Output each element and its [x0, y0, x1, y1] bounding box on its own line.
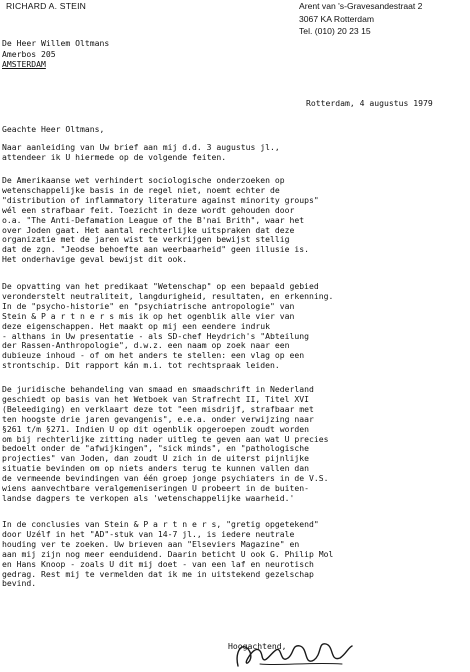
paragraph-line: organizatie met de jaren wist te verkrijgen bewijst stellig	[2, 234, 290, 245]
sender-address-block	[299, 0, 422, 38]
paragraph-line: attendeer ik U hiermede op de volgende feiten.	[2, 151, 227, 162]
paragraph-line: "distribution of inflammatory literature against minority groups"	[2, 194, 319, 205]
paragraph-line: over Joden gaat. Het aantal rechterlijke uitspraken dat deze	[2, 224, 295, 235]
paragraph-line: In de "psycho-historie" en "psychiatrische antropologie" van	[2, 300, 295, 311]
paragraph-line: om bij rechterlijke zitting nader uitleg te geven aan wat U precies	[2, 433, 329, 444]
paragraph-line: situatie bevinden om op niets anders terug te kunnen vallen dan	[2, 463, 309, 474]
sender-phone: Tel. (010) 20 23 15	[299, 26, 371, 36]
paragraph-1	[2, 143, 280, 163]
paragraph-line: geschiedt op basis van het Wetboek van Strafrecht II, Titel XVI	[2, 393, 309, 404]
salutation: Geachte Heer Oltmans,	[2, 124, 105, 134]
paragraph-line: De opvatting van het predikaat "Wetenschap" op een bepaald gebied	[2, 281, 319, 291]
paragraph-2	[2, 176, 319, 265]
recipient-street: Amerbos 205	[2, 48, 56, 59]
handwritten-signature	[230, 636, 355, 672]
paragraph-line: In de conclusies van Stein & P a r t n e r s, "gretig opgetekend"	[2, 519, 319, 529]
paragraph-line: bevind.	[2, 578, 37, 589]
paragraph-line: Naar aanleiding van Uw brief aan mij d.d. 3 augustus jl.,	[2, 142, 280, 152]
paragraph-line: de vermeende bevindingen van één groep jonge psychiaters in de V.S.	[2, 473, 329, 484]
paragraph-line: projecties" van Joden, dan zoudt U zich in de uiterst pijnlijke	[2, 453, 309, 464]
paragraph-line: landse dagpers te verkopen als 'wetenschappelijke waarheid.'	[2, 492, 295, 503]
paragraph-4	[2, 385, 328, 504]
paragraph-line: wél een strafbaar feit. Toezicht in deze wordt gehouden door	[2, 204, 295, 215]
paragraph-line: aan mij zijn nog meer eenduidend. Daarin beticht U ook G. Philip Mol	[2, 548, 334, 559]
paragraph-line: o.a. "The Anti-Defamation League of the B'nai Brith", waar het	[2, 214, 305, 225]
paragraph-line: bedoelt onder de "afwijkingen", "sick minds", en "pathologische	[2, 443, 309, 454]
paragraph-line: De Amerikaanse wet verhindert sociologische onderzoeken op	[2, 175, 285, 185]
paragraph-line: Het onderhavige geval bewijst dit ook.	[2, 254, 188, 265]
sender-street: Arent van 's-Gravesandestraat 2	[299, 1, 423, 11]
paragraph-3	[2, 282, 333, 371]
paragraph-5	[2, 520, 333, 589]
paragraph-line: deze eigenschappen. Het maakt op mij een eendere indruk	[2, 320, 271, 331]
paragraph-line: houding ver te zoeken. Uw brieven aan "Elseviers Magazine" en	[2, 538, 300, 549]
paragraph-line: De juridische behandeling van smaad en smaadschrift in Nederland	[2, 384, 314, 394]
paragraph-line: - althans in Uw presentatie - als SD-chef Heydrich's "Abteilung	[2, 330, 309, 341]
sender-name: RICHARD A. STEIN	[6, 1, 87, 11]
paragraph-line: door Uzélf in het "AD"-stuk van 14-7 jl., is iedere neutrale	[2, 528, 295, 539]
paragraph-line: (Beleediging) en verklaart deze tot "een misdrijf, strafbaar met	[2, 403, 314, 414]
sender-postcode-city: 3067 KA Rotterdam	[299, 13, 375, 24]
closing: Hoogachtend,	[228, 641, 287, 651]
paragraph-line: wiens aanvechtbare veralgemeniseringen U probeert in de buiten-	[2, 483, 309, 494]
paragraph-line: der Rassen-Anthropologie", d.w.z. een naam op zoek naar een	[2, 340, 290, 351]
paragraph-line: wetenschappelijke basis in de regel niet, noemt echter de	[2, 184, 280, 195]
paragraph-line: gedrag. Rest mij te vermelden dat ik me in uitstekend gezelschap	[2, 568, 314, 579]
paragraph-line: veronderstelt neutraliteit, langdurigheid, resultaten, en erkenning.	[2, 290, 334, 301]
recipient-name: De Heer Willem Oltmans	[2, 38, 110, 48]
paragraph-line: dubieuze inhoud - of om het anders te stellen: een vlag op een	[2, 350, 305, 361]
paragraph-line: en Hans Knoop - zoals U dit mij doet - van een laf en neurotisch	[2, 558, 314, 569]
recipient-city: AMSTERDAM	[2, 59, 46, 69]
recipient-address	[2, 38, 109, 70]
paragraph-line: dat de zgn. "Jeodse behoefte aan weerbaarheid" geen illusie is.	[2, 244, 309, 255]
paragraph-line: Stein & P a r t n e r s mis ik op het ogenblik alle vier van	[2, 310, 295, 321]
paragraph-line: strontschip. Dit rapport kán m.i. tot rechtspraak leiden.	[2, 360, 280, 371]
paragraph-line: §261 t/m §271. Indien U op dit ogenblik opgeroepen zoudt worden	[2, 423, 309, 434]
paragraph-line: ten hoogste drie jaren gevangenis", e.e.a. onder verwijzing naar	[2, 413, 314, 424]
letter-date: Rotterdam, 4 augustus 1979	[306, 98, 433, 108]
